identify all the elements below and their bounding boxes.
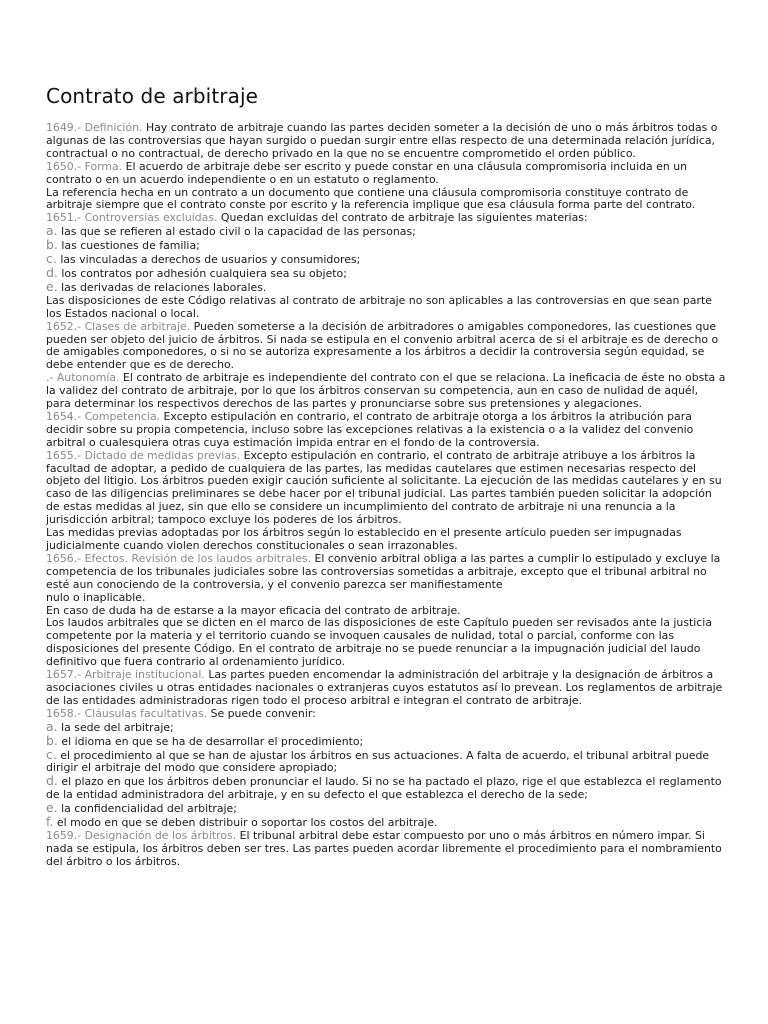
list-item <box>46 718 726 735</box>
paragraph-text: las que se refieren al estado civil o la capacidad de las personas; <box>57 225 416 239</box>
document-page <box>46 84 726 869</box>
paragraph-text: El convenio arbitral obliga a las partes a cumplir lo estipulado y excluye la competencia de los tribunales judiciales sobre las controversias sometidas a arbitraje, excepto que el tribunal arbitral no esté aun conociendo de la controversia, y el convenio parezca ser manifiestamente <box>46 551 721 591</box>
paragraph <box>46 321 726 373</box>
paragraph-text: las vinculadas a derechos de usuarios y consumidores; <box>56 253 361 267</box>
list-item <box>46 264 726 281</box>
paragraph <box>46 617 726 669</box>
paragraph-text: la confidencialidad del arbitraje; <box>57 802 237 816</box>
list-letter: e. <box>46 800 58 816</box>
article-heading: 1650.- Forma. <box>46 159 123 173</box>
paragraph-text: Los laudos arbitrales que se dicten en el marco de las disposiciones de este Capítulo pueden ser revisados ante la justicia competente por la materia y el territorio cuando se invoquen causales de nulidad, total o parcial, conforme con las disposiciones del presente Código. En el contrato de arbitraje no se puede renunciar a la impugnación judicial del laudo definitivo que fuera contrario al ordenamiento jurídico. <box>46 616 712 669</box>
paragraph-text: la sede del arbitraje; <box>57 720 174 734</box>
paragraph-text: el idioma en que se ha de desarrollar el procedimiento; <box>57 734 364 748</box>
list-item <box>46 802 726 816</box>
paragraph <box>46 372 726 411</box>
article-heading: 1651.- Controversias excluidas. <box>46 211 218 225</box>
paragraph-text: nulo o inaplicable. <box>46 590 146 604</box>
list-item <box>46 775 726 802</box>
list-item <box>46 225 726 239</box>
article-heading: 1657.- Arbitraje institucional. <box>46 668 205 682</box>
paragraph-text: En caso de duda ha de estarse a la mayor eficacia del contrato de arbitraje. <box>46 603 461 617</box>
list-letter: a. <box>46 718 58 734</box>
paragraph-text: el plazo en que los árbitros deben pronunciar el laudo. Si no se ha pactado el plazo, rige el que establezca el reglamento de la entidad administradora del arbitraje, y en su defecto el que establezca el derecho de la sede; <box>46 775 722 802</box>
list-item <box>46 253 726 267</box>
article-heading: 1652.- Clases de arbitraje. <box>46 319 191 333</box>
paragraph-text: las cuestiones de familia; <box>57 239 200 253</box>
article-heading: 1649.- Definición. <box>46 121 143 134</box>
paragraph-text: el modo en que se deben distribuir o soportar los costos del arbitraje. <box>53 816 438 830</box>
list-item <box>46 278 726 295</box>
list-letter: f. <box>46 814 54 830</box>
list-letter: d. <box>46 264 58 280</box>
paragraph-text: Quedan excluidas del contrato de arbitraje las siguientes materias: <box>217 211 588 225</box>
paragraph-text: Las partes pueden encomendar la administración del arbitraje y la designación de árbitros a asociaciones civiles u otras entidades nacionales o extranjeras cuyos estatutos así lo prevean. Los reglamentos de arbitraje de las entidades administradoras rigen todo el proceso arbitral e integran el contrato de arbitraje. <box>46 668 723 707</box>
list-letter: c. <box>46 746 57 762</box>
paragraph <box>46 187 726 213</box>
article-heading: 1654.- Competencia. <box>46 409 161 423</box>
paragraph <box>46 295 726 321</box>
paragraph-text: Excepto estipulación en contrario, el contrato de arbitraje otorga a los árbitros la atribución para decidir sobre su propia competencia, incluso sobre las excepciones relativas a la existencia o a la validez del convenio arbitral o cualesquiera otras cuya estimación impida entrar en el fondo de la controversia. <box>46 409 694 449</box>
article-heading: 1655.- Dictado de medidas previas. <box>46 448 241 462</box>
paragraph-text: los contratos por adhesión cualquiera sea su objeto; <box>57 266 347 280</box>
paragraph-text: Excepto estipulación en contrario, el contrato de arbitraje atribuye a los árbitros la facultad de adoptar, a pedido de cualquiera de las partes, las medidas cautelares que estimen necesarias respecto del objeto del litigio. Los árbitros pueden exigir caución suficiente al solicitante. La ejecución de las medidas cautelares y en su caso de las diligencias preliminares se debe hacer por el tribunal judicial. Las partes también pueden solicitar la adopción de estas medidas al juez, sin que ello se considere un incumplimiento del contrato de arbitraje ni una renuncia a la jurisdicción arbitral; tampoco excluye los poderes de los árbitros. <box>46 448 722 527</box>
paragraph <box>46 450 726 527</box>
paragraph <box>46 708 726 721</box>
paragraph <box>46 122 726 161</box>
list-item <box>46 746 726 776</box>
paragraph-text: El tribunal arbitral debe estar compuesto por uno o más árbitros en número impar. Si nada se estipula, los árbitros deben ser tres. Las partes pueden acordar libremente el procedimiento para el nombramiento del árbitro o los árbitros. <box>46 828 722 868</box>
article-heading: 1658.- Cláusulas facultativas. <box>46 706 208 720</box>
list-letter: e. <box>46 278 58 294</box>
paragraph-text: el procedimiento al que se han de ajustar los árbitros en sus actuaciones. A falta de acuerdo, el tribunal arbitral puede dirigir el arbitraje del modo que considere apropiado; <box>46 748 710 775</box>
paragraph <box>46 527 726 553</box>
article-heading: 1656.- Efectos. Revisión de los laudos arbitrales. <box>46 551 312 565</box>
list-item <box>46 732 726 749</box>
paragraph <box>46 669 726 708</box>
paragraph <box>46 411 726 450</box>
paragraph <box>46 161 726 187</box>
list-item <box>46 239 726 253</box>
paragraph-text: Se puede convenir: <box>207 706 316 720</box>
article-heading: 1659.- Designación de los árbitros. <box>46 828 237 842</box>
paragraph-text: Pueden someterse a la decisión de arbitradores o amigables componedores, las cuestiones que pueden ser objeto del juicio de árbitros. Si nada se estipula en el convenio arbitral acerca de si el arbitraje es de derecho o de amigables componedores, o si no se autoriza expresamente a los árbitros a decidir la controversia según equidad, se debe entender que es de derecho. <box>46 319 719 372</box>
paragraph-text: El acuerdo de arbitraje debe ser escrito y puede constar en una cláusula compromisoria incluida en un contrato o en un acuerdo independiente o en un estatuto o reglamento. <box>46 159 688 186</box>
paragraph <box>46 830 726 869</box>
list-letter: d. <box>46 773 58 789</box>
document-body <box>46 122 726 869</box>
list-letter: b. <box>46 732 58 748</box>
paragraph-text: El contrato de arbitraje es independiente del contrato con el que se relaciona. La ineficacia de éste no obsta a la validez del contrato de arbitraje, por lo que los árbitros conservan su competencia, aun en caso de nulidad de aquél, para determinar los respectivos derechos de las partes y pronunciarse sobre sus pretensiones y alegaciones. <box>46 371 726 411</box>
list-letter: a. <box>46 223 58 239</box>
paragraph <box>46 553 726 605</box>
list-letter: c. <box>46 251 57 267</box>
paragraph <box>46 212 726 225</box>
paragraph-text: Hay contrato de arbitraje cuando las partes deciden someter a la decisión de uno o más árbitros todas o algunas de las controversias que hayan surgido o puedan surgir entre ellas respecto de una determinada relación jurídica, contractual o no contractual, de derecho privado en la que no se encuentre comprometido el orden público. <box>46 121 718 160</box>
article-heading: .- Autonomía. <box>46 371 120 385</box>
paragraph-text: La referencia hecha en un contrato a un documento que contiene una cláusula compromisoria constituye contrato de arbitraje siempre que el contrato conste por escrito y la referencia implique que esa cláusula forma parte del contrato. <box>46 185 696 212</box>
document-title: Contrato de arbitraje <box>46 84 259 108</box>
list-letter: b. <box>46 237 58 253</box>
paragraph-text: las derivadas de relaciones laborales. <box>57 280 267 294</box>
paragraph-text: Las disposiciones de este Código relativas al contrato de arbitraje no son aplicables a las controversias en que sean parte los Estados nacional o local. <box>46 293 712 320</box>
list-item <box>46 816 726 830</box>
paragraph-text: Las medidas previas adoptadas por los árbitros según lo establecido en el presente artículo pueden ser impugnadas judicialmente cuando violen derechos constitucionales o sean irrazonables. <box>46 526 682 552</box>
